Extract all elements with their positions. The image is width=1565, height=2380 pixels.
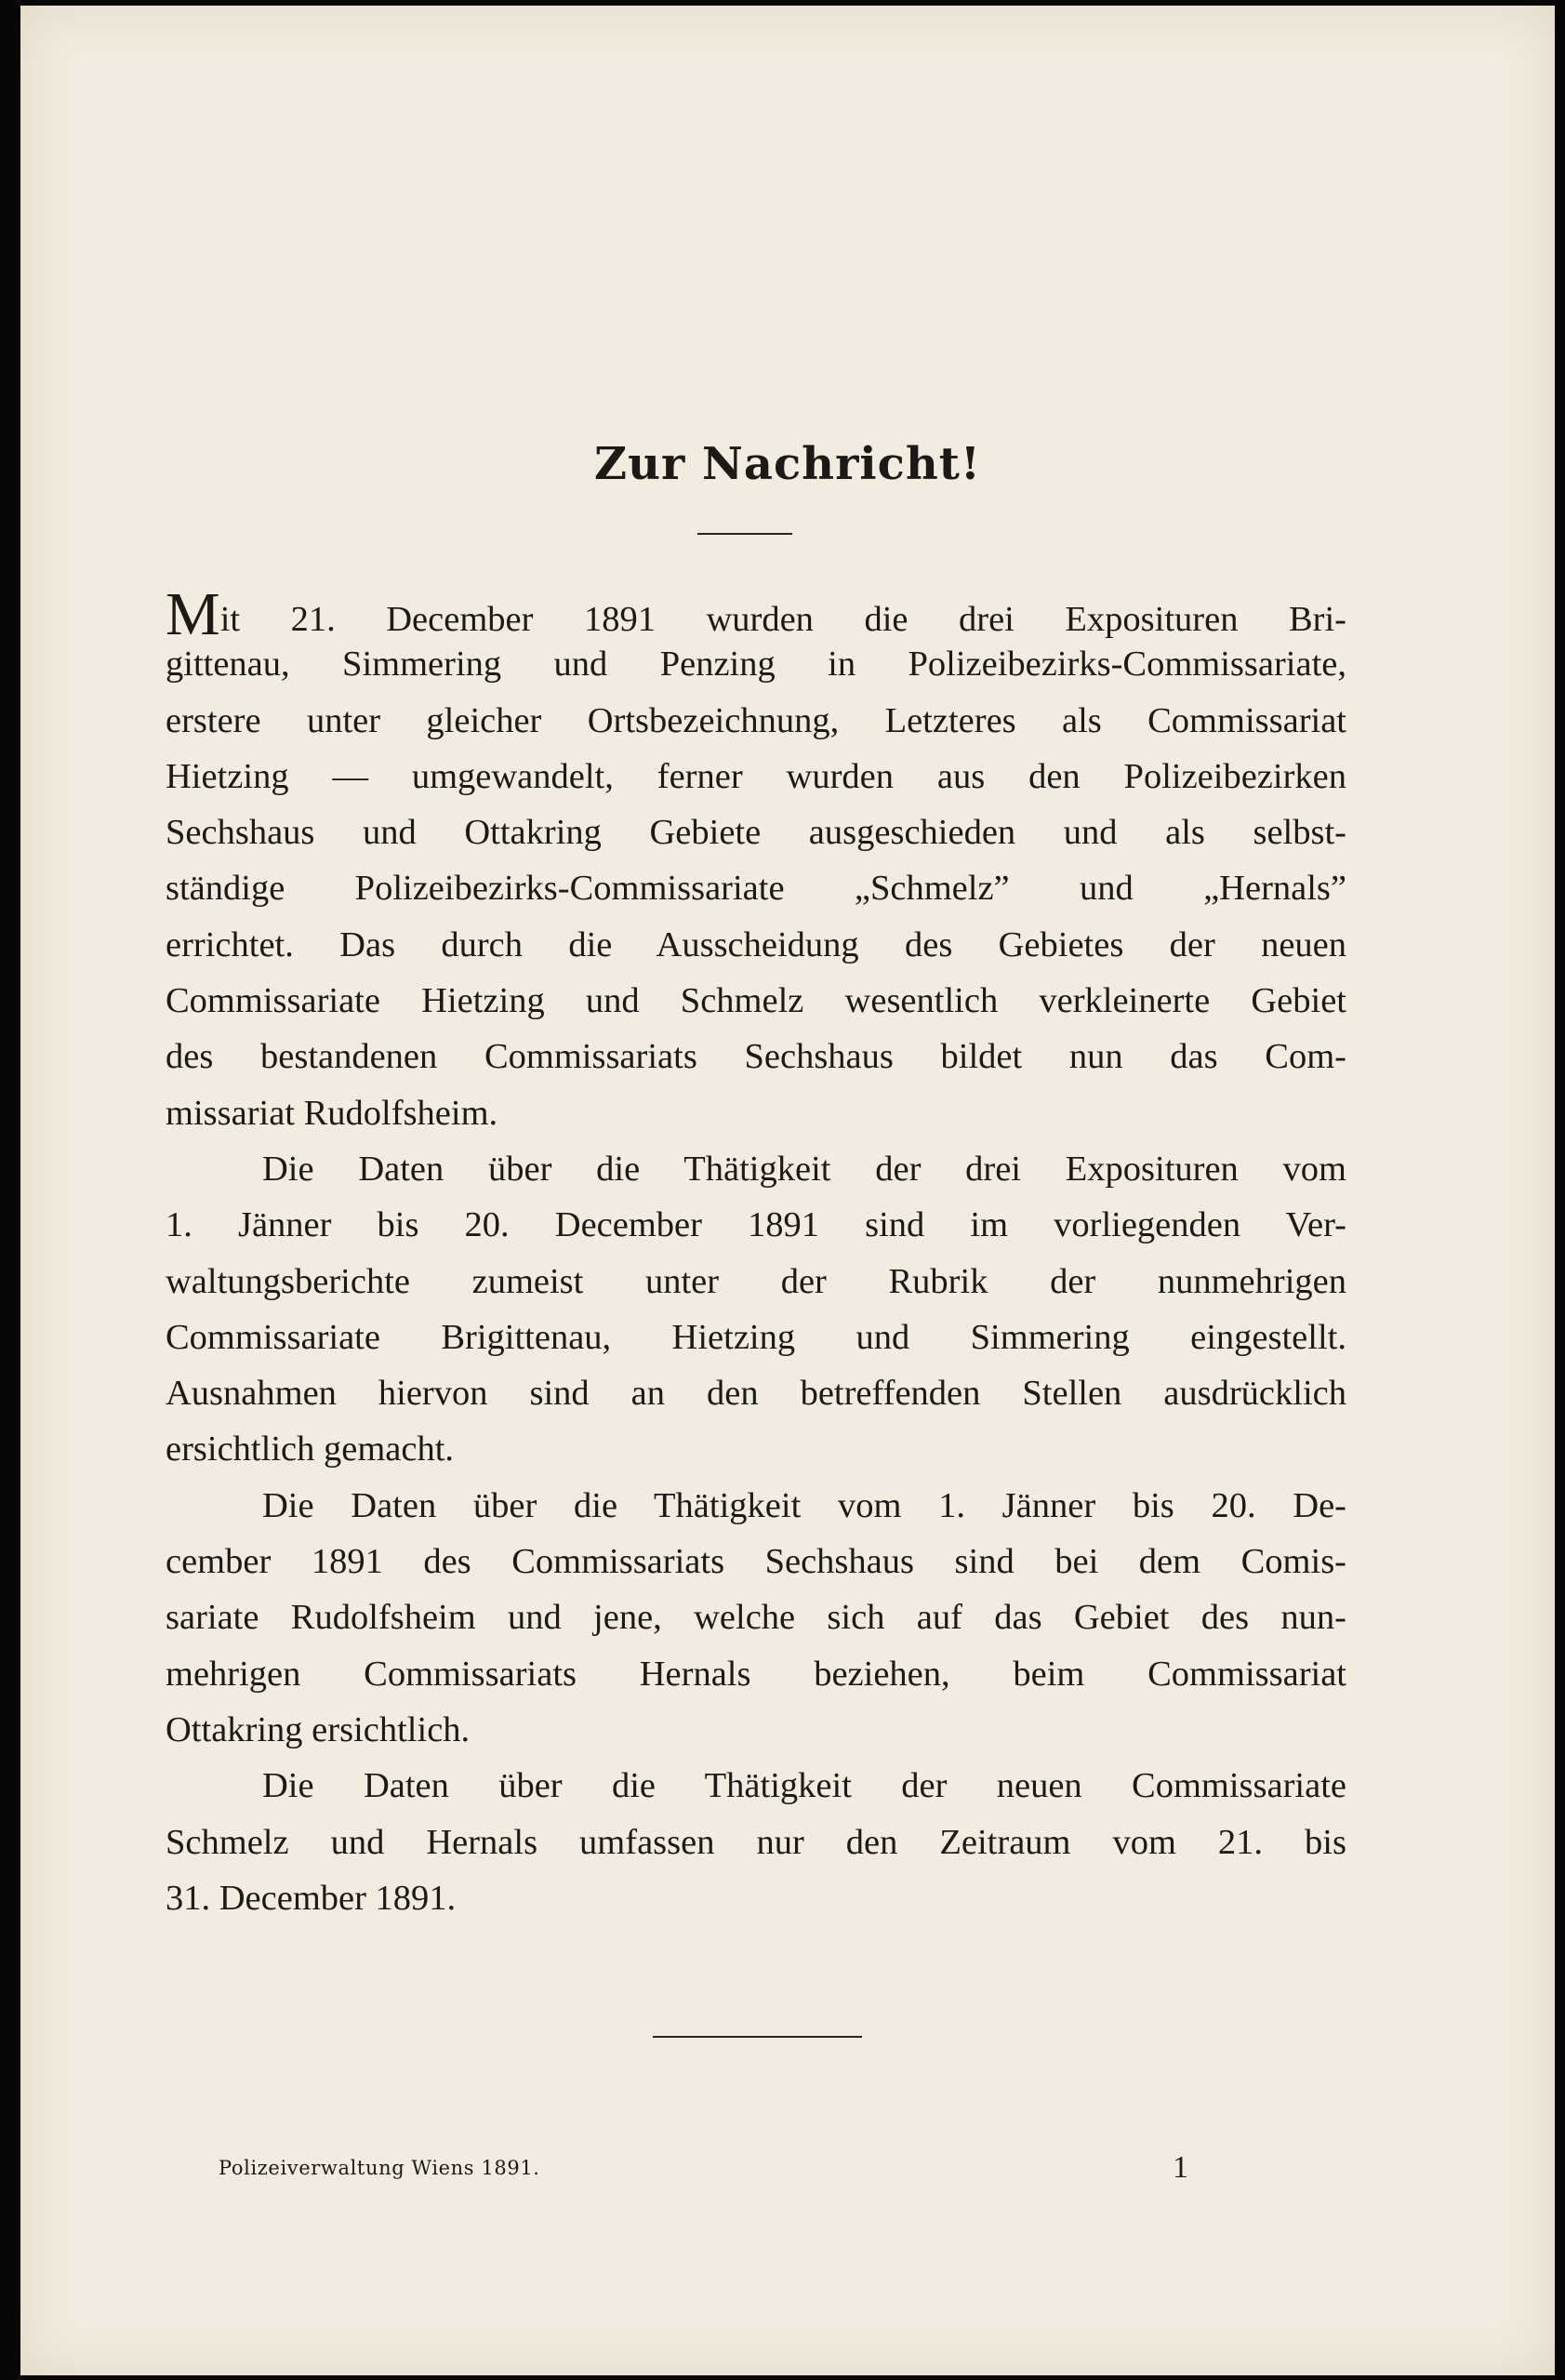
footer-signature: Polizeiverwaltung Wiens 1891. bbox=[219, 2157, 540, 2179]
paragraph-1-line-1 bbox=[166, 580, 1346, 648]
text-line: Schmelz und Hernals umfassen nur den Zeitraum vom 21. bis bbox=[166, 1822, 1346, 1862]
text-line: Sechshaus und Ottakring Gebiete ausgeschieden und als selbst- bbox=[166, 813, 1346, 853]
text-line: waltungsberichte zumeist unter der Rubrik der nunmehrigen bbox=[166, 1261, 1346, 1301]
text-line: sariate Rudolfsheim und jene, welche sich auf das Gebiet des nun- bbox=[166, 1598, 1346, 1638]
text-line: Hietzing — umgewandelt, ferner wurden aus den Polizeibezirken bbox=[166, 756, 1346, 796]
text-line: it 21. December 1891 wurden die drei Exposituren Bri- bbox=[219, 600, 1346, 639]
text-line: 1. Jänner bis 20. December 1891 sind im vorliegenden Ver- bbox=[166, 1205, 1346, 1245]
text-line: ersichtlich gemacht. bbox=[166, 1429, 455, 1469]
text-line: Ausnahmen hiervon sind an den betreffenden Stellen ausdrücklich bbox=[166, 1374, 1346, 1414]
text-line: cember 1891 des Commissariats Sechshaus sind bei dem Comis- bbox=[166, 1542, 1346, 1582]
text-line: Commissariate Brigittenau, Hietzing und Simmering eingestellt. bbox=[166, 1317, 1346, 1357]
body-text bbox=[166, 580, 1346, 1926]
text-line: missariat Rudolfsheim. bbox=[166, 1093, 498, 1133]
text-line: Ottakring ersichtlich. bbox=[166, 1709, 471, 1749]
text-line: des bestandenen Commissariats Sechshaus bildet nun das Com- bbox=[166, 1037, 1346, 1077]
text-line: Commissariate Hietzing und Schmelz wesentlich verkleinerte Gebiet bbox=[166, 981, 1346, 1021]
text-line: gittenau, Simmering und Penzing in Polizeibezirks-Commissariate, bbox=[166, 645, 1346, 685]
closing-divider bbox=[653, 2036, 862, 2038]
text-line: Die Daten über die Thätigkeit der neuen Commissariate bbox=[262, 1766, 1346, 1806]
text-line: ständige Polizeibezirks-Commissariate „Schmelz” und „Hernals” bbox=[166, 869, 1346, 909]
title-divider bbox=[697, 533, 792, 535]
text-line: mehrigen Commissariats Hernals beziehen, beim Commissariat bbox=[166, 1654, 1346, 1694]
text-line: errichtet. Das durch die Ausscheidung des Gebietes der neuen bbox=[166, 924, 1346, 964]
document-page bbox=[20, 6, 1555, 2375]
text-line: erstere unter gleicher Ortsbezeichnung, Letzteres als Commissariat bbox=[166, 700, 1346, 740]
page-number: 1 bbox=[1173, 2150, 1188, 2185]
text-line: Die Daten über die Thätigkeit der drei Exposituren vom bbox=[262, 1149, 1346, 1189]
dropcap-letter: M bbox=[166, 580, 220, 648]
page-title: Zur Nachricht! bbox=[594, 438, 981, 490]
text-line: 31. December 1891. bbox=[166, 1878, 457, 1918]
text-line: Die Daten über die Thätigkeit vom 1. Jänner bis 20. De- bbox=[262, 1485, 1346, 1525]
